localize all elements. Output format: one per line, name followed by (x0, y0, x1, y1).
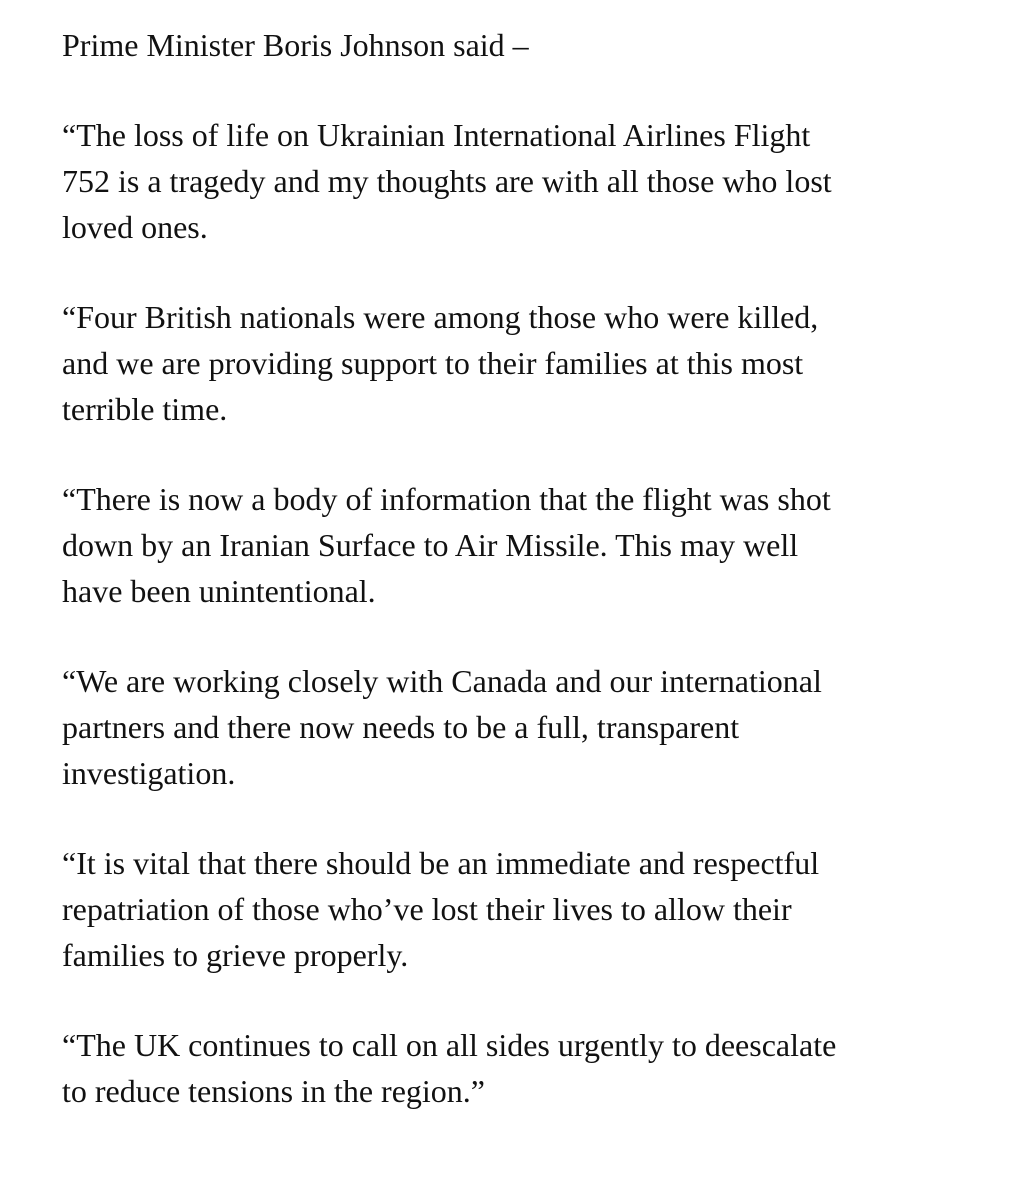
statement-document (62, 22, 1022, 1114)
paragraph-flight-752: “The loss of life on Ukrainian International Airlines Flight 752 is a tragedy and my thoughts are with all those who lost loved ones. (62, 117, 832, 245)
paragraph-british-nationals: “Four British nationals were among those who were killed, and we are providing support to their families at this most terrible time. (62, 299, 819, 427)
paragraph-repatriation: “It is vital that there should be an immediate and respectful repatriation of those who’ve lost their lives to allow their families to grieve properly. (62, 845, 820, 973)
paragraph-missile-information: “There is now a body of information that the flight was shot down by an Iranian Surface to Air Missile. This may well have been unintentional. (62, 481, 831, 609)
paragraph-deescalate: “The UK continues to call on all sides urgently to deescalate to reduce tensions in the region.” (62, 1027, 837, 1109)
paragraph-investigation: “We are working closely with Canada and our international partners and there now needs to be a full, transparent investigation. (62, 663, 822, 791)
statement-intro: Prime Minister Boris Johnson said – (62, 27, 529, 63)
